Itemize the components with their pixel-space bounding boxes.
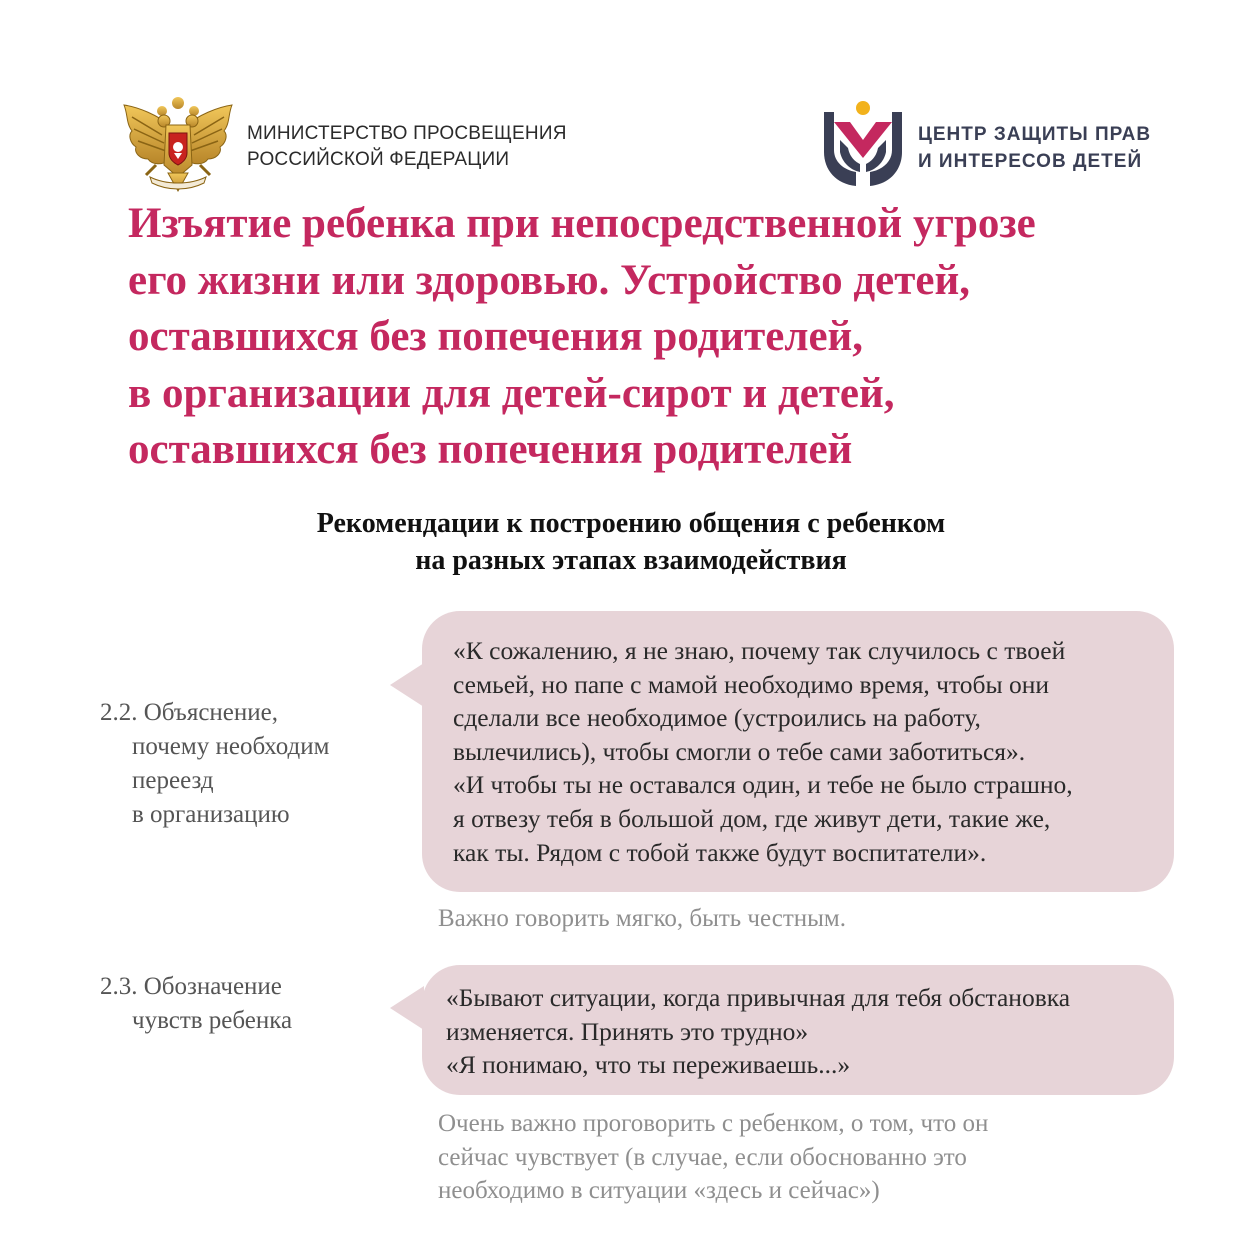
center-name bbox=[918, 121, 1151, 175]
note-line: Важно говорить мягко, быть честным. bbox=[438, 905, 846, 932]
page-title bbox=[128, 196, 1188, 479]
title-line: оставшихся без попечения родителей bbox=[128, 426, 853, 473]
title-line: его жизни или здоровью. Устройство детей, bbox=[128, 256, 970, 304]
speech-bubble-tail bbox=[390, 986, 424, 1030]
quote-line: «Я понимаю, что ты переживаешь...» bbox=[446, 1050, 851, 1080]
title-line: Изъятие ребенка при непосредственной угрозе bbox=[128, 200, 1036, 247]
step-label-line: в организацию bbox=[132, 801, 290, 828]
speech-bubble-2-2 bbox=[422, 611, 1174, 892]
quote-line: «Бывают ситуации, когда привычная для тебя обстановка bbox=[446, 983, 1071, 1012]
ministry-name bbox=[247, 121, 567, 173]
quote-line: я отвезу тебя в большой дом, где живут дети, такие же, bbox=[453, 803, 1051, 833]
quote-line: изменяется. Принять это трудно» bbox=[446, 1016, 809, 1046]
step-label-2-2 bbox=[100, 696, 329, 832]
page-subtitle bbox=[0, 505, 1260, 579]
quote-line: «И чтобы ты не оставался один, и тебе не было страшно, bbox=[453, 770, 1073, 800]
step-label-line: 2.3. Обозначение bbox=[100, 973, 282, 1000]
step-label-2-3 bbox=[100, 970, 292, 1038]
quote-line: семьей, но папе с мамой необходимо время, чтобы они bbox=[453, 669, 1050, 699]
center-name-line: И ИНТЕРЕСОВ ДЕТЕЙ bbox=[918, 151, 1143, 172]
note-2-2 bbox=[438, 902, 846, 936]
step-label-line: почему необходим bbox=[132, 733, 330, 760]
step-label-line: 2.2. Объяснение, bbox=[100, 699, 279, 726]
title-line: оставшихся без попечения родителей, bbox=[128, 313, 864, 360]
quote-line: как ты. Рядом с тобой также будут воспитатели». bbox=[453, 837, 987, 867]
ministry-name-line: РОССИЙСКОЙ ФЕДЕРАЦИИ bbox=[247, 149, 510, 170]
quote-line: «К сожалению, я не знаю, почему так случилось с твоей bbox=[453, 636, 1066, 665]
subtitle-line: на разных этапах взаимодействия bbox=[415, 545, 847, 576]
quote-line: вылечились), чтобы смогли о тебе сами заботиться». bbox=[453, 736, 1026, 766]
step-label-line: переезд bbox=[132, 767, 214, 794]
quote-line: сделали все необходимое (устроились на работу, bbox=[453, 703, 981, 733]
center-logo-icon bbox=[820, 100, 906, 188]
note-line: Очень важно проговорить с ребенком, о том, что он bbox=[438, 1110, 989, 1137]
title-line: в организации для детей-сирот и детей, bbox=[128, 369, 895, 417]
ministry-emblem-icon bbox=[122, 95, 234, 195]
step-label-line: чувств ребенка bbox=[132, 1007, 293, 1034]
note-line: сейчас чувствует (в случае, если обоснованно это bbox=[438, 1143, 967, 1171]
ministry-name-line: МИНИСТЕРСТВО ПРОСВЕЩЕНИЯ bbox=[247, 123, 567, 144]
subtitle-line: Рекомендации к построению общения с ребенком bbox=[316, 508, 946, 539]
speech-bubble-tail bbox=[390, 663, 424, 707]
center-name-line: ЦЕНТР ЗАЩИТЫ ПРАВ bbox=[918, 124, 1152, 145]
note-line: необходимо в ситуации «здесь и сейчас») bbox=[438, 1177, 880, 1204]
note-2-3 bbox=[438, 1107, 988, 1208]
speech-bubble-2-3 bbox=[422, 965, 1174, 1095]
